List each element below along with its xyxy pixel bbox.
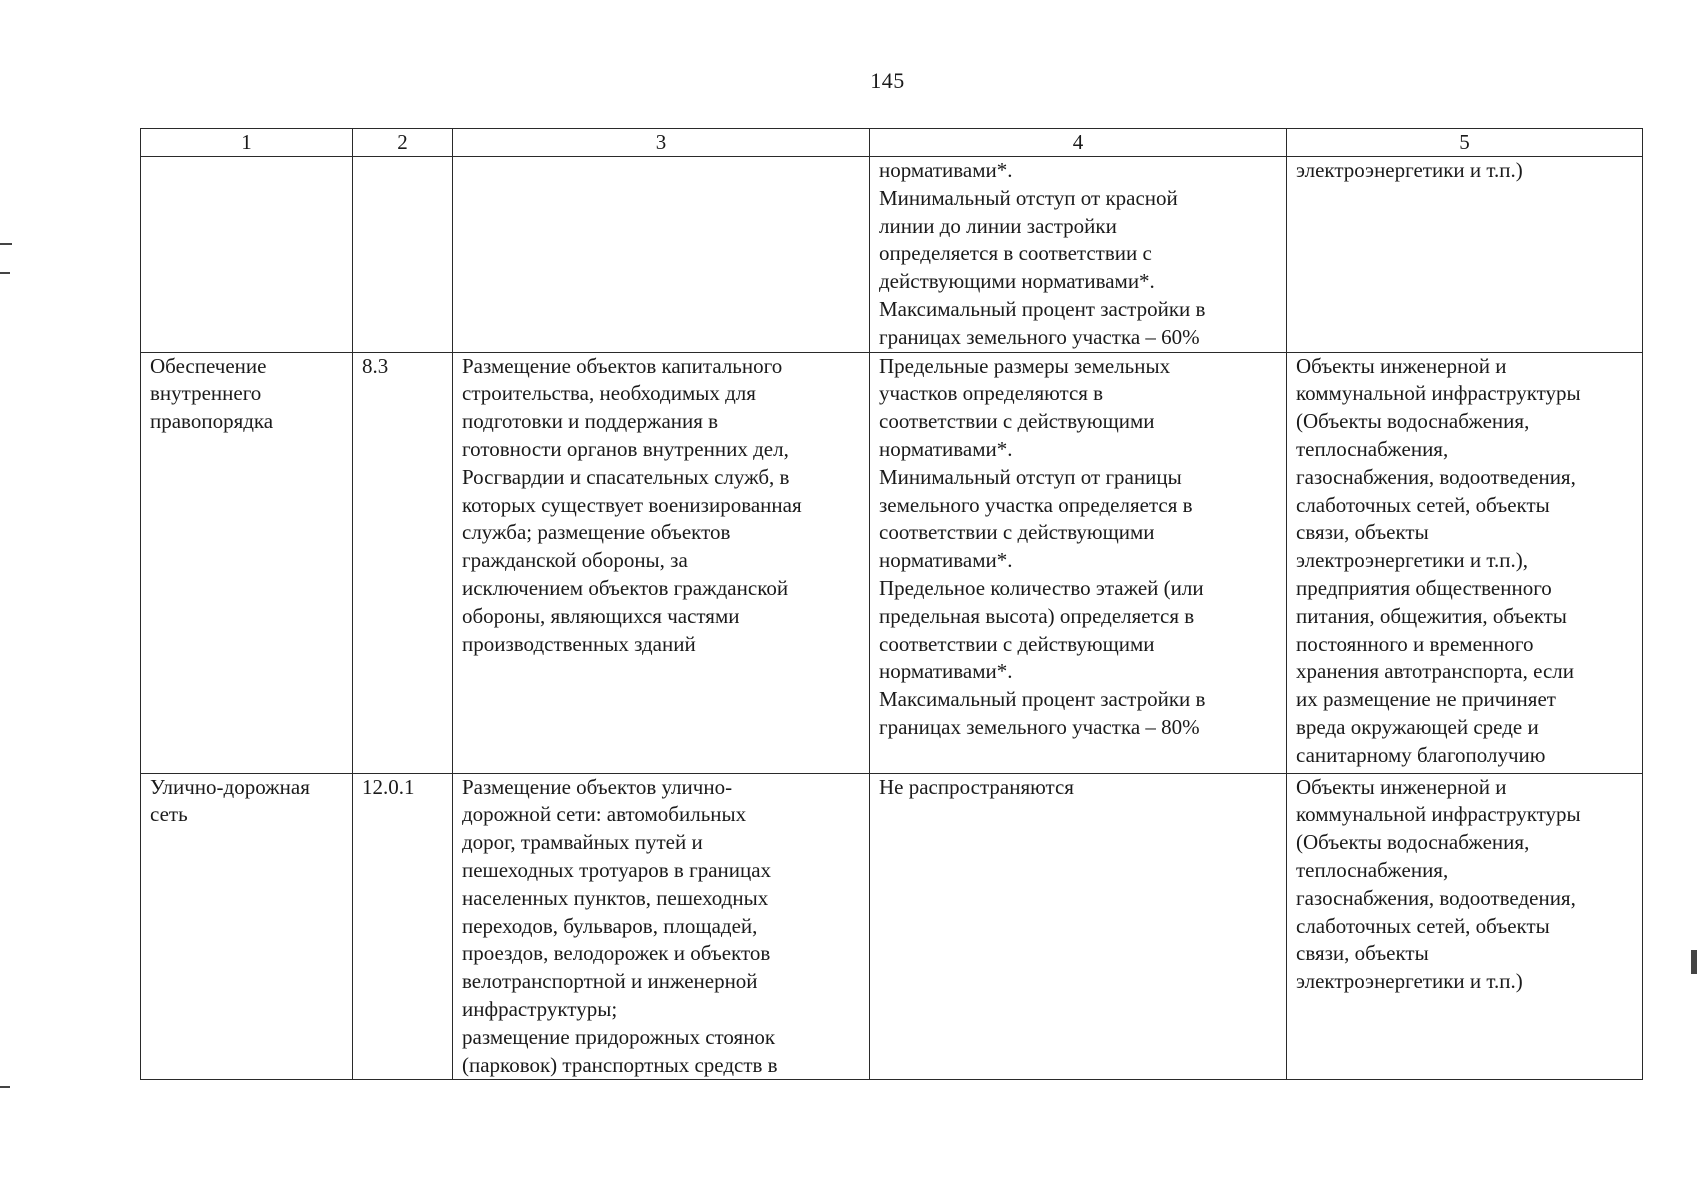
- text-line: (Объекты водоснабжения,: [1296, 409, 1530, 434]
- text-line: гражданской обороны, за: [462, 548, 688, 573]
- cell-auxiliary: [1287, 157, 1643, 353]
- text-line: Минимальный отступ от красной: [879, 185, 1178, 210]
- text-line: предприятия общественного: [1296, 575, 1552, 600]
- text-line: земельного участка определяется в: [879, 492, 1193, 517]
- text-line: правопорядка: [150, 409, 274, 434]
- scan-artifact: [0, 243, 12, 245]
- cell-code: [353, 773, 453, 1080]
- cell-parameters: [870, 352, 1287, 773]
- text-line: размещение придорожных стоянок: [462, 1024, 776, 1049]
- text-line: Объекты инженерной и: [1296, 774, 1507, 799]
- page-number: 145: [870, 68, 905, 93]
- column-header-2: 2: [353, 129, 453, 157]
- text-line: нормативами*.: [879, 158, 1013, 182]
- text-line: Максимальный процент застройки в: [879, 296, 1206, 321]
- text-line: 8.3: [362, 353, 389, 378]
- text-line: нормативами*.: [879, 659, 1013, 684]
- text-line: слаботочных сетей, объекты: [1296, 913, 1550, 938]
- text-line: теплоснабжения,: [1296, 857, 1449, 882]
- text-line: границах земельного участка – 80%: [879, 714, 1200, 739]
- scan-artifact: [0, 1086, 10, 1088]
- text-line: нормативами*.: [879, 548, 1013, 573]
- text-line: служба; размещение объектов: [462, 520, 731, 545]
- text-line: хранения автотранспорта, если: [1296, 659, 1575, 684]
- text-line: исключением объектов гражданской: [462, 575, 789, 600]
- text-line: Минимальный отступ от границы: [879, 464, 1182, 489]
- zoning-table: [140, 128, 1643, 1080]
- text-line: населенных пунктов, пешеходных: [462, 885, 769, 910]
- column-header-5: 5: [1287, 129, 1643, 157]
- text-line: постоянного и временного: [1296, 631, 1534, 656]
- text-line: их размещение не причиняет: [1296, 687, 1556, 712]
- text-line: готовности органов внутренних дел,: [462, 436, 789, 461]
- text-line: пешеходных тротуаров в границах: [462, 857, 772, 882]
- text-line: сеть: [150, 802, 188, 827]
- table-row: [141, 773, 1643, 1080]
- text-line: инфраструктуры;: [462, 996, 618, 1021]
- text-line: Улично-дорожная: [150, 774, 310, 799]
- text-line: внутреннего: [150, 381, 262, 406]
- column-header-3: 3: [453, 129, 870, 157]
- cell-name: [141, 157, 353, 353]
- text-line: Росгвардии и спасательных служб, в: [462, 464, 790, 489]
- text-line: связи, объекты: [1296, 520, 1429, 545]
- text-line: газоснабжения, водоотведения,: [1296, 885, 1576, 910]
- text-line: электроэнергетики и т.п.),: [1296, 548, 1528, 573]
- text-line: линии до линии застройки: [879, 213, 1117, 238]
- text-line: Максимальный процент застройки в: [879, 687, 1206, 712]
- cell-code: [353, 157, 453, 353]
- text-line: санитарному благополучию: [1296, 742, 1546, 767]
- cell-auxiliary: [1287, 352, 1643, 773]
- text-line: (парковок) транспортных средств в: [462, 1052, 778, 1077]
- text-line: определяется в соответствии с: [879, 241, 1152, 266]
- text-line: 12.0.1: [362, 774, 415, 799]
- text-line: электроэнергетики и т.п.): [1296, 158, 1523, 182]
- text-line: вреда окружающей среде и: [1296, 714, 1539, 739]
- text-line: соответствии с действующими: [879, 409, 1155, 434]
- text-line: действующими нормативами*.: [879, 269, 1155, 294]
- text-line: соответствии с действующими: [879, 520, 1155, 545]
- column-header-4: 4: [870, 129, 1287, 157]
- cell-parameters: [870, 157, 1287, 353]
- text-line: теплоснабжения,: [1296, 436, 1449, 461]
- text-line: строительства, необходимых для: [462, 381, 756, 406]
- table-row: [141, 352, 1643, 773]
- text-line: велотранспортной и инженерной: [462, 969, 758, 994]
- text-line: Предельное количество этажей (или: [879, 575, 1204, 600]
- text-line: подготовки и поддержания в: [462, 409, 719, 434]
- column-header-1: 1: [141, 129, 353, 157]
- text-line: нормативами*.: [879, 436, 1013, 461]
- text-line: участков определяются в: [879, 381, 1104, 406]
- cell-description: [453, 352, 870, 773]
- text-line: электроэнергетики и т.п.): [1296, 969, 1523, 994]
- cell-description: [453, 157, 870, 353]
- scan-artifact: [0, 272, 10, 274]
- text-line: дорог, трамвайных путей и: [462, 830, 703, 855]
- cell-name: [141, 773, 353, 1080]
- text-line: Объекты инженерной и: [1296, 353, 1507, 378]
- text-line: соответствии с действующими: [879, 631, 1155, 656]
- text-line: Размещение объектов улично-: [462, 774, 733, 799]
- table-header-row: [141, 129, 1643, 157]
- text-line: слаботочных сетей, объекты: [1296, 492, 1550, 517]
- text-line: питания, общежития, объекты: [1296, 603, 1567, 628]
- text-line: границах земельного участка – 60%: [879, 324, 1200, 349]
- text-line: (Объекты водоснабжения,: [1296, 830, 1530, 855]
- text-line: Предельные размеры земельных: [879, 353, 1171, 378]
- text-line: переходов, бульваров, площадей,: [462, 913, 758, 938]
- text-line: связи, объекты: [1296, 941, 1429, 966]
- cell-description: [453, 773, 870, 1080]
- text-line: проездов, велодорожек и объектов: [462, 941, 771, 966]
- text-line: дорожной сети: автомобильных: [462, 802, 747, 827]
- text-line: газоснабжения, водоотведения,: [1296, 464, 1576, 489]
- cell-auxiliary: [1287, 773, 1643, 1080]
- text-line: Размещение объектов капитального: [462, 353, 783, 378]
- text-line: обороны, являющихся частями: [462, 603, 740, 628]
- text-line: Обеспечение: [150, 353, 267, 378]
- scan-artifact: [1691, 950, 1697, 974]
- text-line: Не распространяются: [879, 774, 1074, 799]
- table-row-continuation: [141, 157, 1643, 353]
- cell-name: [141, 352, 353, 773]
- text-line: предельная высота) определяется в: [879, 603, 1195, 628]
- text-line: производственных зданий: [462, 631, 696, 656]
- text-line: которых существует военизированная: [462, 492, 802, 517]
- text-line: коммунальной инфраструктуры: [1296, 802, 1581, 827]
- cell-parameters: [870, 773, 1287, 1080]
- cell-code: [353, 352, 453, 773]
- text-line: коммунальной инфраструктуры: [1296, 381, 1581, 406]
